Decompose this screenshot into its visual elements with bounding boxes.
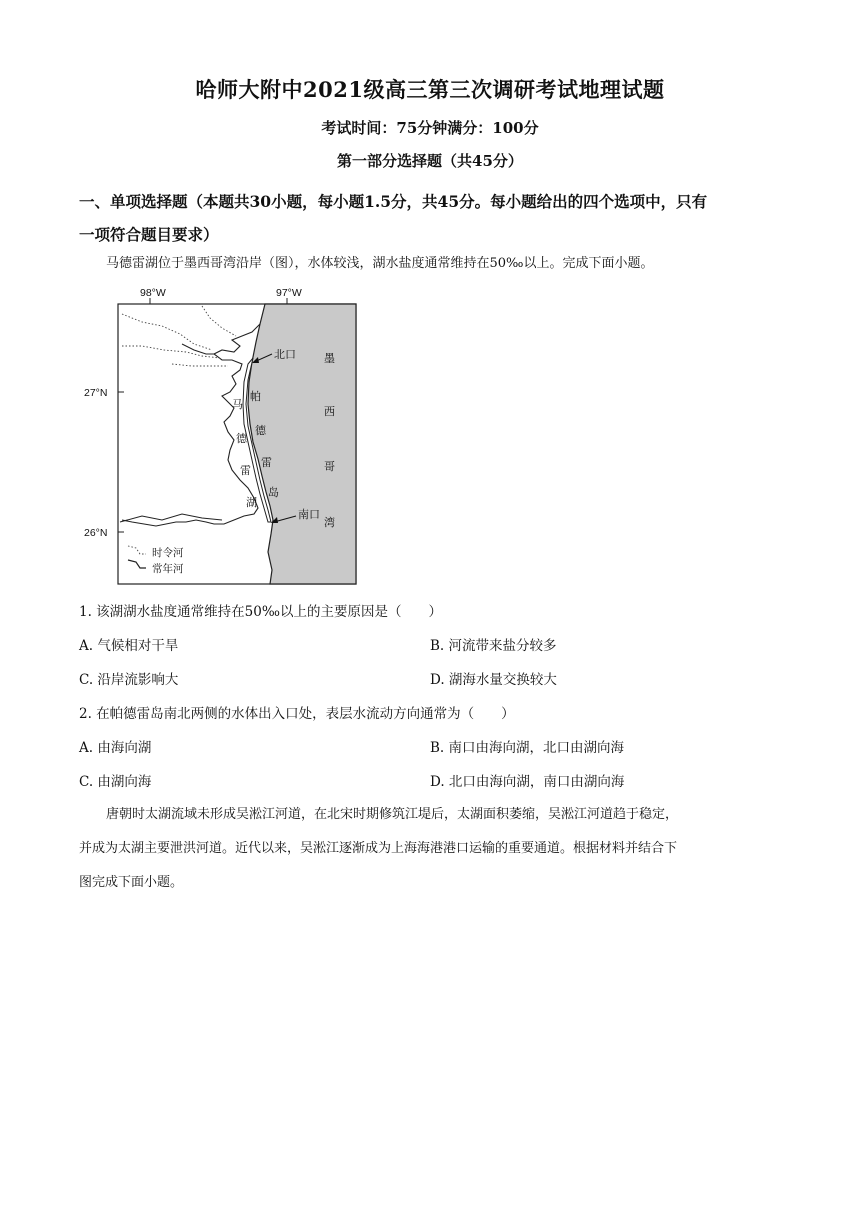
page-title: 哈师大附中2021级高三第三次调研考试地理试题: [195, 77, 665, 102]
question-1-option-b[interactable]: B. 河流带来盐分较多: [430, 638, 557, 654]
south-inlet-label: 南口: [298, 508, 320, 521]
lat-label-26n: 26°N: [84, 527, 108, 539]
sea-char-2: 西: [324, 405, 335, 418]
lon-label-97w: 97°W: [276, 287, 302, 299]
lake-char-2: 德: [236, 432, 247, 445]
passage-line-3: 图完成下面小题。: [79, 875, 184, 890]
question-2-option-b[interactable]: B. 南口由海向湖，北口由湖向海: [430, 740, 625, 756]
legend-seasonal-river: 时令河: [152, 547, 184, 559]
question-2-option-c[interactable]: C. 由湖向海: [79, 774, 152, 790]
question-1-option-a[interactable]: A. 气候相对干旱: [79, 638, 179, 654]
passage-line-1: 唐朝时太湖流域未形成吴淞江河道，在北宋时期修筑江堤后，太湖面积萎缩，吴淞江河道趋于稳定，: [106, 807, 679, 822]
section-heading-line-1: 一、单项选择题（本题共30小题，每小题1.5分，共45分。每小题给出的四个选项中，只有: [79, 192, 708, 211]
lake-char-3: 雷: [240, 464, 251, 477]
question-1-option-c[interactable]: C. 沿岸流影响大: [79, 672, 179, 688]
sea-char-4: 湾: [324, 516, 335, 529]
laguna-madre-map: [82, 284, 372, 590]
sea-char-1: 墨: [324, 352, 335, 365]
question-2-option-a[interactable]: A. 由海向湖: [79, 740, 152, 756]
section-heading-line-2: 一项符合题目要求）: [79, 225, 219, 244]
legend-perennial-river: 常年河: [152, 563, 184, 575]
island-char-3: 雷: [261, 456, 272, 469]
question-intro: 马德雷湖位于墨西哥湾沿岸（图），水体较浅，湖水盐度通常维持在50‰以上。完成下面小题。: [106, 256, 654, 271]
section-heading: [79, 185, 787, 251]
passage-line-2: 并成为太湖主要泄洪河道。近代以来，吴淞江逐渐成为上海海港港口运输的重要通道。根据材料并结合下: [79, 841, 678, 856]
lon-label-98w: 98°W: [140, 287, 166, 299]
lake-char-4: 湖: [246, 496, 257, 509]
island-char-2: 德: [255, 424, 266, 437]
exam-info: 考试时间：75分钟满分：100分: [321, 119, 539, 137]
part-title: 第一部分选择题（共45分）: [337, 152, 523, 170]
question-2-stem: 2. 在帕德雷岛南北两侧的水体出入口处，表层水流动方向通常为（ ）: [79, 706, 515, 722]
lat-label-27n: 27°N: [84, 387, 108, 399]
island-char-1: 帕: [250, 390, 261, 403]
reading-passage: [79, 798, 787, 900]
island-char-4: 岛: [268, 486, 279, 499]
question-1-stem: 1. 该湖湖水盐度通常维持在50‰以上的主要原因是（ ）: [79, 604, 442, 620]
question-1-option-d[interactable]: D. 湖海水量交换较大: [430, 672, 557, 688]
north-inlet-label: 北口: [274, 348, 296, 361]
sea-char-3: 哥: [324, 460, 335, 473]
question-2-option-d[interactable]: D. 北口由海向湖，南口由湖向海: [430, 774, 625, 790]
lake-char-1: 马: [232, 398, 243, 411]
